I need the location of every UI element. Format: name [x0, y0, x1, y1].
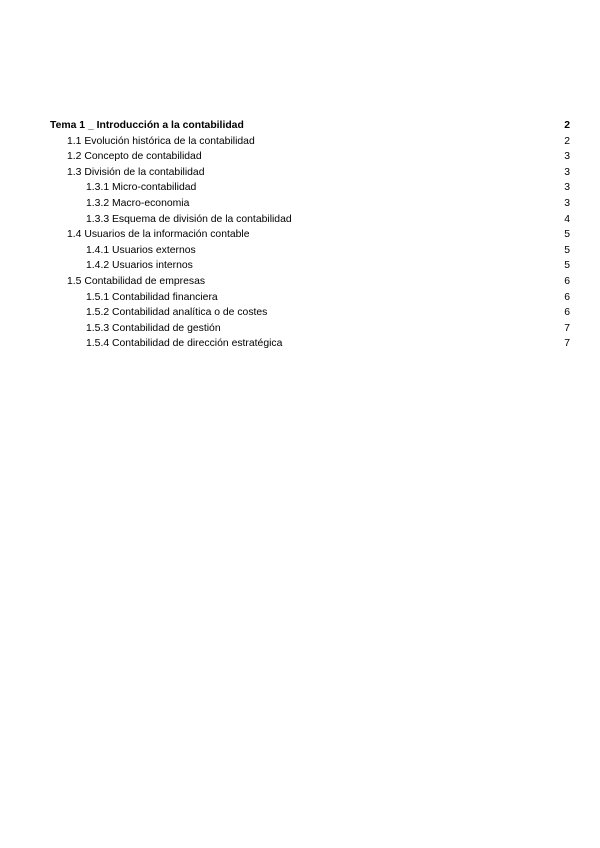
toc-entry-subsection[interactable]: [0, 290, 600, 306]
toc-entry-label: 1.1 Evolución histórica de la contabilidad: [67, 135, 255, 147]
toc-entry-label: 1.3 División de la contabilidad: [67, 166, 205, 178]
toc-entry-label: 1.5.4 Contabilidad de dirección estratégica: [86, 338, 283, 350]
toc-entry-page-number: 6: [564, 275, 570, 287]
toc-entry-label: 1.3.3 Esquema de división de la contabilidad: [86, 213, 292, 225]
toc-entry-subsection[interactable]: [0, 180, 600, 196]
toc-entry-subsection[interactable]: [0, 212, 600, 228]
toc-entry-page-number: 6: [564, 307, 570, 319]
toc-entry-label: 1.4.1 Usuarios externos: [86, 244, 196, 256]
toc-entry-subsection[interactable]: [0, 336, 600, 352]
toc-entry-page-number: 3: [564, 166, 570, 178]
toc-entry-section[interactable]: [0, 134, 600, 150]
toc-entry-page-number: 2: [564, 135, 570, 147]
toc-entry-subsection[interactable]: [0, 258, 600, 274]
toc-entry-label: 1.5 Contabilidad de empresas: [67, 275, 206, 287]
toc-entry-section[interactable]: [0, 274, 600, 290]
toc-entry-page-number: 3: [564, 182, 570, 194]
toc-entry-label: 1.4 Usuarios de la información contable: [67, 229, 250, 241]
toc-entry-page-number: 5: [564, 229, 570, 241]
toc-entry-label: 1.5.2 Contabilidad analítica o de costes: [86, 307, 268, 319]
toc-entry-page-number: 7: [564, 338, 570, 350]
toc-entry-chapter[interactable]: [0, 118, 600, 134]
toc-entry-page-number: 5: [564, 244, 570, 256]
toc-entry-label: 1.3.2 Macro-economia: [86, 197, 190, 209]
toc-entry-subsection[interactable]: [0, 243, 600, 259]
toc-entry-label: 1.5.3 Contabilidad de gestión: [86, 322, 221, 334]
toc-entry-page-number: 4: [564, 213, 570, 225]
toc-entry-label: Tema 1 _ Introducción a la contabilidad: [50, 120, 244, 131]
toc-entry-page-number: 3: [564, 197, 570, 209]
toc-entry-section[interactable]: [0, 227, 600, 243]
toc-entry-subsection[interactable]: [0, 305, 600, 321]
toc-entry-section[interactable]: [0, 165, 600, 181]
toc-entry-page-number: 5: [564, 260, 570, 272]
toc-entry-page-number: 7: [564, 322, 570, 334]
toc-entry-page-number: 2: [564, 120, 570, 131]
toc-entry-label: 1.2 Concepto de contabilidad: [67, 151, 202, 163]
toc-entry-label: 1.5.1 Contabilidad financiera: [86, 291, 218, 303]
toc-entry-page-number: 3: [564, 151, 570, 163]
toc-entry-subsection[interactable]: [0, 321, 600, 337]
toc-entry-page-number: 6: [564, 291, 570, 303]
table-of-contents: [0, 118, 600, 352]
toc-entry-label: 1.4.2 Usuarios internos: [86, 260, 193, 272]
toc-entry-section[interactable]: [0, 149, 600, 165]
toc-entry-subsection[interactable]: [0, 196, 600, 212]
toc-entry-label: 1.3.1 Micro-contabilidad: [86, 182, 197, 194]
